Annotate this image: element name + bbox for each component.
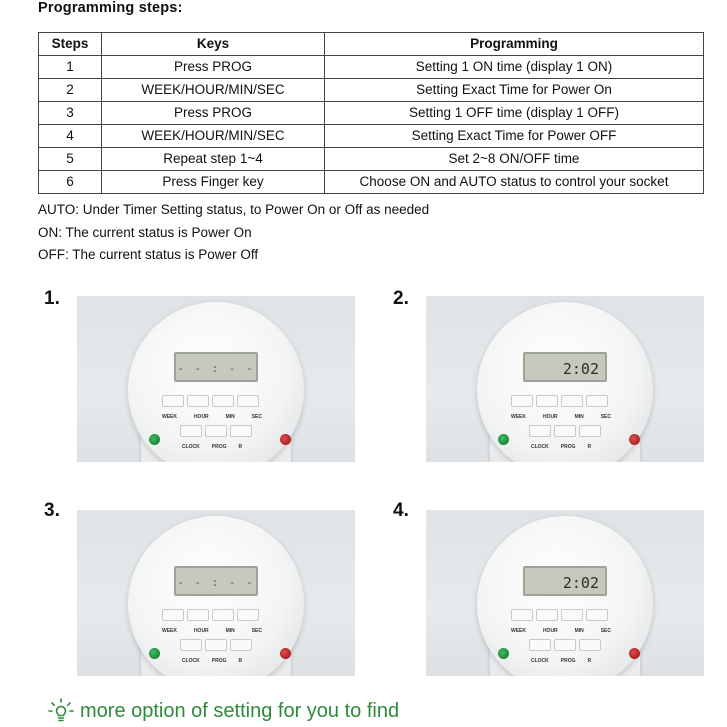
table-row [39, 79, 704, 102]
finger-key [230, 639, 252, 651]
timer-keypad [162, 608, 270, 664]
prog-key [554, 639, 576, 651]
week-key-label: WEEK [511, 414, 526, 420]
green-led-icon [149, 434, 160, 445]
finger-key [579, 425, 601, 437]
red-led-icon [280, 648, 291, 659]
green-led-icon [498, 434, 509, 445]
min-key-label: MIN [225, 414, 235, 420]
timer-photo-2 [426, 296, 704, 462]
min-key-label: MIN [574, 628, 584, 634]
keys-cell: WEEK/HOUR/MIN/SEC [102, 125, 325, 148]
keys-cell: WEEK/HOUR/MIN/SEC [102, 79, 325, 102]
week-key [162, 609, 184, 621]
note-on: ON: The current status is Power On [38, 224, 252, 240]
prog-key-label: PROG [560, 658, 576, 664]
min-key [561, 395, 583, 407]
timer-photo-3 [77, 510, 355, 676]
hour-key-label: HOUR [542, 628, 558, 634]
week-key-label: WEEK [162, 414, 177, 420]
panel-number-2: 2. [393, 288, 409, 309]
table-row [39, 148, 704, 171]
week-key-label: WEEK [162, 628, 177, 634]
min-key [561, 609, 583, 621]
reset-label: R [238, 658, 243, 664]
keys-cell: Press PROG [102, 56, 325, 79]
footer-text: more option of setting for you to find [80, 699, 400, 722]
panel-number-3: 3. [44, 500, 60, 521]
min-key-label: MIN [225, 628, 235, 634]
programming-cell: Set 2~8 ON/OFF time [325, 148, 704, 171]
hour-key-label: HOUR [193, 414, 209, 420]
lightbulb-icon [48, 698, 74, 724]
min-key-label: MIN [574, 414, 584, 420]
note-auto: AUTO: Under Timer Setting status, to Power On or Off as needed [38, 202, 430, 217]
prog-key-label: PROG [211, 444, 227, 450]
page-heading: Programming steps: [38, 0, 183, 16]
programming-cell: Setting Exact Time for Power On [325, 79, 704, 102]
hour-key [536, 395, 558, 407]
sec-key-label: SEC [600, 414, 611, 420]
lcd-display: 2:02 [523, 352, 607, 382]
timer-photo-4 [426, 510, 704, 676]
finger-key [230, 425, 252, 437]
clock-key [180, 425, 202, 437]
table-row [39, 56, 704, 79]
hour-key [187, 609, 209, 621]
timer-keypad [511, 394, 619, 450]
note-off: OFF: The current status is Power Off [38, 247, 259, 262]
prog-key [554, 425, 576, 437]
clock-key-label: CLOCK [182, 444, 200, 450]
panel-number-4: 4. [393, 500, 409, 521]
header-steps: Steps [39, 33, 102, 56]
red-led-icon [629, 434, 640, 445]
header-keys: Keys [102, 33, 325, 56]
footer-tagline [48, 698, 399, 724]
lcd-display: 2:02 [523, 566, 607, 596]
programming-cell: Setting Exact Time for Power OFF [325, 125, 704, 148]
hour-key [187, 395, 209, 407]
table-row [39, 102, 704, 125]
clock-key-label: CLOCK [531, 444, 549, 450]
sec-key [586, 395, 608, 407]
step-cell: 6 [39, 171, 102, 194]
table-header-row [39, 33, 704, 56]
table-row [39, 125, 704, 148]
programming-cell: Setting 1 OFF time (display 1 OFF) [325, 102, 704, 125]
red-led-icon [280, 434, 291, 445]
step-cell: 4 [39, 125, 102, 148]
clock-key-label: CLOCK [182, 658, 200, 664]
programming-cell: Choose ON and AUTO status to control your socket [325, 171, 704, 194]
prog-key-label: PROG [560, 444, 576, 450]
clock-key [529, 425, 551, 437]
clock-key [180, 639, 202, 651]
sec-key [586, 609, 608, 621]
sec-key-label: SEC [600, 628, 611, 634]
table-row [39, 171, 704, 194]
red-led-icon [629, 648, 640, 659]
min-key [212, 609, 234, 621]
keys-cell: Repeat step 1~4 [102, 148, 325, 171]
step-cell: 5 [39, 148, 102, 171]
green-led-icon [149, 648, 160, 659]
prog-key-label: PROG [211, 658, 227, 664]
reset-label: R [238, 444, 243, 450]
timer-keypad [162, 394, 270, 450]
green-led-icon [498, 648, 509, 659]
timer-keypad [511, 608, 619, 664]
clock-key-label: CLOCK [531, 658, 549, 664]
sec-key-label: SEC [251, 414, 262, 420]
lcd-display: - - : - - [174, 566, 258, 596]
reset-label: R [587, 444, 592, 450]
panel-number-1: 1. [44, 288, 60, 309]
sec-key [237, 395, 259, 407]
week-key [511, 609, 533, 621]
finger-key [579, 639, 601, 651]
timer-photo-1 [77, 296, 355, 462]
clock-key [529, 639, 551, 651]
sec-key-label: SEC [251, 628, 262, 634]
hour-key-label: HOUR [542, 414, 558, 420]
lcd-display: - - : - - [174, 352, 258, 382]
programming-steps-table [38, 32, 704, 194]
week-key-label: WEEK [511, 628, 526, 634]
prog-key [205, 425, 227, 437]
reset-label: R [587, 658, 592, 664]
min-key [212, 395, 234, 407]
week-key [511, 395, 533, 407]
keys-cell: Press PROG [102, 102, 325, 125]
prog-key [205, 639, 227, 651]
step-cell: 1 [39, 56, 102, 79]
hour-key [536, 609, 558, 621]
keys-cell: Press Finger key [102, 171, 325, 194]
step-cell: 2 [39, 79, 102, 102]
header-programming: Programming [325, 33, 704, 56]
hour-key-label: HOUR [193, 628, 209, 634]
sec-key [237, 609, 259, 621]
status-notes [38, 199, 429, 267]
week-key [162, 395, 184, 407]
step-cell: 3 [39, 102, 102, 125]
programming-cell: Setting 1 ON time (display 1 ON) [325, 56, 704, 79]
